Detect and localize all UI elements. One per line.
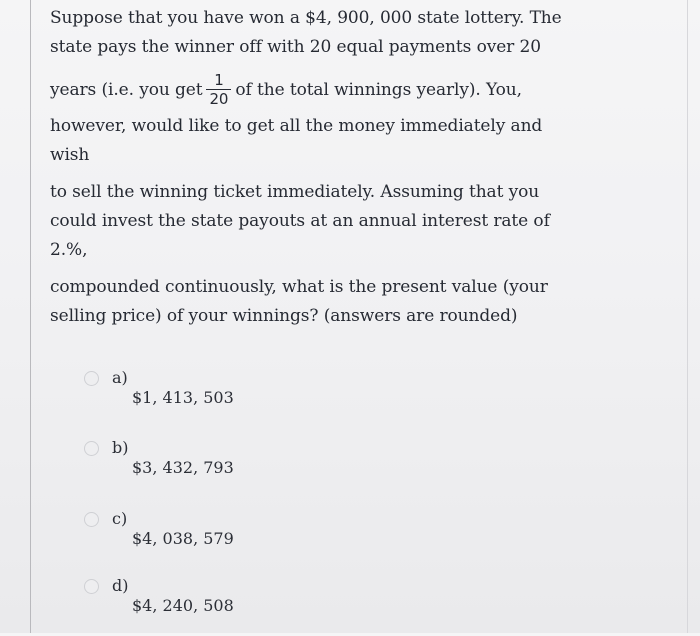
radio-button-d[interactable] <box>84 579 99 594</box>
question-line-1: Suppose that you have won a $4, 900, 000 state lottery. The <box>50 8 562 28</box>
radio-button-c[interactable] <box>84 512 99 527</box>
option-value-a: $1, 413, 503 <box>132 388 234 407</box>
fraction-numerator: 1 <box>214 71 224 89</box>
option-letter-b: b) <box>112 438 129 457</box>
answer-option-d[interactable] <box>84 576 384 636</box>
question-line-2: state pays the winner off with 20 equal payments over 20 <box>50 37 541 57</box>
question-line-3-end: of the total winnings yearly). You, <box>235 80 522 100</box>
fraction-denominator: 20 <box>206 89 231 108</box>
option-value-c: $4, 038, 579 <box>132 529 234 548</box>
question-line-8: 2.%, <box>50 240 88 260</box>
option-value-d: $4, 240, 508 <box>132 596 234 615</box>
answer-option-a[interactable] <box>84 368 384 428</box>
question-line-3-start: years (i.e. you get <box>50 80 203 100</box>
question-line-3 <box>50 68 680 112</box>
question-line-4: however, would like to get all the money immediately and <box>50 116 543 136</box>
page-right-border <box>687 0 688 633</box>
question-line-9: compounded continuously, what is the present value (your <box>50 277 548 297</box>
fraction-one-twentieth <box>206 71 231 108</box>
page-left-border <box>30 0 31 633</box>
option-letter-a: a) <box>112 368 128 387</box>
question-text <box>50 4 680 331</box>
radio-button-a[interactable] <box>84 371 99 386</box>
radio-button-b[interactable] <box>84 441 99 456</box>
question-line-5: wish <box>50 145 90 165</box>
question-line-7: could invest the state payouts at an annual interest rate of <box>50 211 550 231</box>
answer-option-b[interactable] <box>84 438 384 498</box>
option-value-b: $3, 432, 793 <box>132 458 234 477</box>
option-letter-c: c) <box>112 509 128 528</box>
question-line-10: selling price) of your winnings? (answers are rounded) <box>50 306 518 326</box>
question-line-6: to sell the winning ticket immediately. Assuming that you <box>50 182 540 202</box>
option-letter-d: d) <box>112 576 129 595</box>
answer-option-c[interactable] <box>84 509 384 569</box>
